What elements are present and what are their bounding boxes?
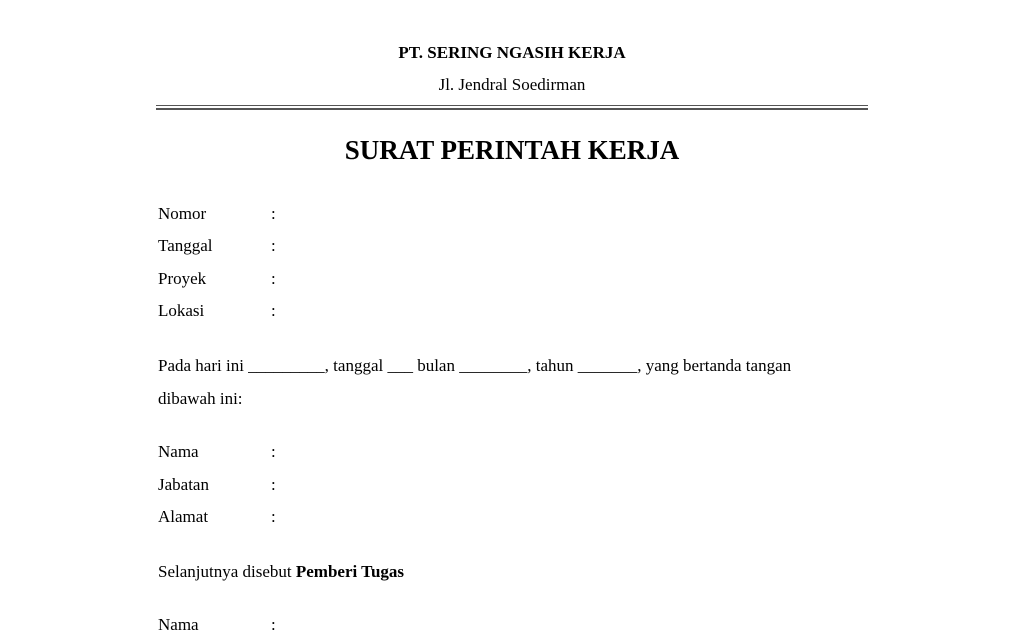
field-colon: : <box>271 236 276 255</box>
first-party-note <box>158 556 868 589</box>
field-label: Nama <box>158 442 199 461</box>
intro-line-2: dibawah ini: <box>158 388 243 408</box>
field-label: Proyek <box>158 269 207 288</box>
field-label: Lokasi <box>158 301 205 320</box>
field-colon: : <box>271 204 276 223</box>
field-colon: : <box>271 507 276 526</box>
note-role: Pemberi Tugas <box>295 562 405 581</box>
header-divider-bottom <box>156 108 868 110</box>
company-address: Jl. Jendral Soedirman <box>438 75 586 94</box>
field-colon: : <box>271 301 276 320</box>
field-label: Nama <box>158 615 199 630</box>
field-label: Jabatan <box>158 475 209 494</box>
company-name: PT. SERING NGASIH KERJA <box>398 43 626 62</box>
note-prefix: Selanjutnya disebut <box>158 562 296 581</box>
field-label: Tanggal <box>158 236 213 255</box>
field-colon: : <box>271 442 276 461</box>
field-label: Alamat <box>158 507 209 526</box>
intro-paragraph <box>158 350 868 415</box>
document-title: SURAT PERINTAH KERJA <box>344 135 680 165</box>
field-colon: : <box>271 269 276 288</box>
header-divider-top <box>156 105 868 106</box>
field-colon: : <box>271 475 276 494</box>
intro-line-1: Pada hari ini _________, tanggal ___ bulan ________, tahun _______, yang bertanda tangan <box>158 356 792 375</box>
field-colon: : <box>271 615 276 630</box>
field-label: Nomor <box>158 204 207 223</box>
